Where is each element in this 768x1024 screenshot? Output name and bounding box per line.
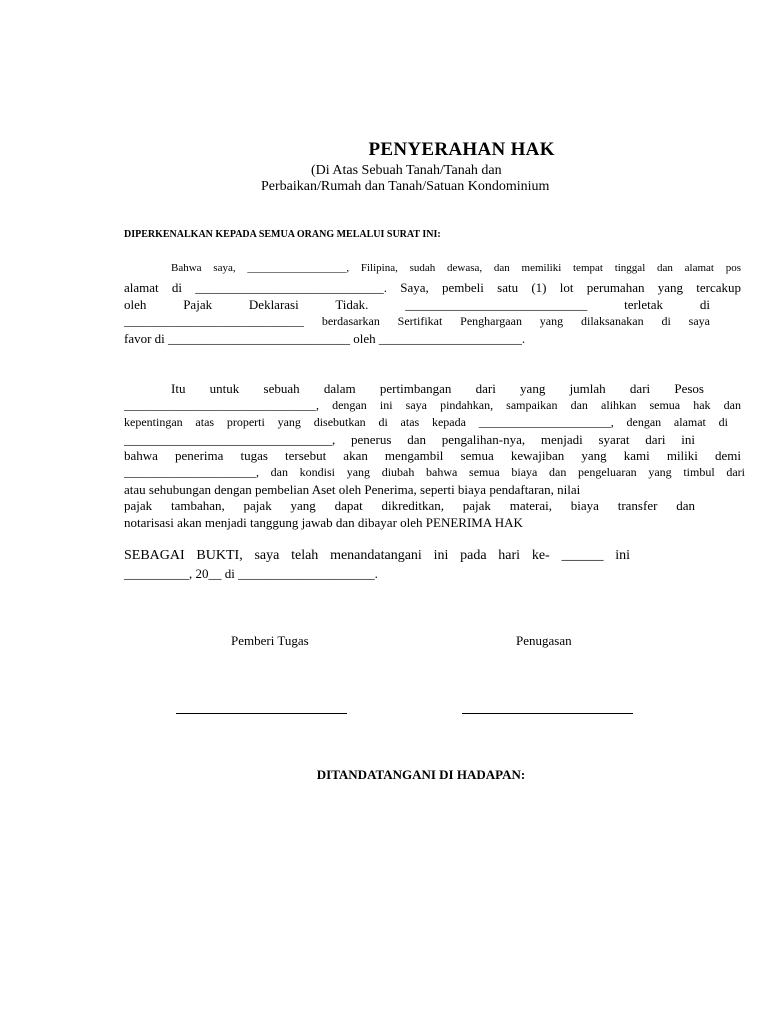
paragraph-2-line: pajak tambahan, pajak yang dapat dikreditkan, pajak materai, biaya transfer dan	[124, 498, 695, 513]
paragraph-1-line: alamat di _____________________________. Saya, pembeli satu (1) lot perumahan yang tercakup	[124, 280, 741, 295]
witness-clause-line: SEBAGAI BUKTI, saya telah menandatangani ini pada hari ke- ______ ini	[124, 548, 630, 563]
signed-before-heading: DITANDATANGANI DI HADAPAN:	[316, 767, 526, 782]
paragraph-1-line: oleh Pajak Deklarasi Tidak. ____________________________ terletak di	[124, 297, 710, 312]
paragraph-1-line: favor di ____________________________ oleh ______________________.	[124, 331, 526, 346]
paragraph-2-line: ________________________________, dengan ini saya pindahkan, sampaikan dan alihkan semua hak dan	[124, 398, 741, 412]
paragraph-2-line: ________________________________, penerus dan pengalihan-nya, menjadi syarat dari ini	[124, 432, 695, 447]
document-title: PENYERAHAN HAK	[368, 139, 555, 160]
document-subtitle-line-1: (Di Atas Sebuah Tanah/Tanah dan	[311, 163, 502, 178]
paragraph-2-line: Itu untuk sebuah dalam pertimbangan dari yang jumlah dari Pesos	[171, 381, 704, 396]
intro-heading: DIPERKENALKAN KEPADA SEMUA ORANG MELALUI SURAT INI:	[124, 229, 441, 240]
signature-line-right	[462, 713, 633, 714]
paragraph-2-line: notarisasi akan menjadi tanggung jawab dan dibayar oleh PENERIMA HAK	[124, 515, 523, 530]
signature-line-left	[176, 713, 347, 714]
paragraph-1-line: ______________________________ berdasarkan Sertifikat Penghargaan yang dilaksanakan di saya	[124, 314, 710, 328]
paragraph-2-line: atau sehubungan dengan pembelian Aset oleh Penerima, seperti biaya pendaftaran, nilai	[124, 482, 581, 497]
paragraph-2-line: kepentingan atas properti yang disebutkan di atas kepada ______________________, dengan alamat di	[124, 415, 728, 429]
witness-clause-line: __________, 20__ di _____________________.	[124, 566, 378, 581]
document-subtitle-line-2: Perbaikan/Rumah dan Tanah/Satuan Kondominium	[261, 179, 550, 194]
signer-right-label: Penugasan	[516, 633, 572, 648]
signer-left-label: Pemberi Tugas	[231, 633, 309, 648]
paragraph-2-line: bahwa penerima tugas tersebut akan mengambil semua kewajiban yang kami miliki demi	[124, 448, 741, 463]
paragraph-1-line: Bahwa saya, __________________, Filipina, sudah dewasa, dan memiliki tempat tinggal dan alamat pos	[171, 262, 741, 274]
paragraph-2-line: ______________________, dan kondisi yang diubah bahwa semua biaya dan pengeluaran yang timbul dari	[124, 465, 745, 479]
